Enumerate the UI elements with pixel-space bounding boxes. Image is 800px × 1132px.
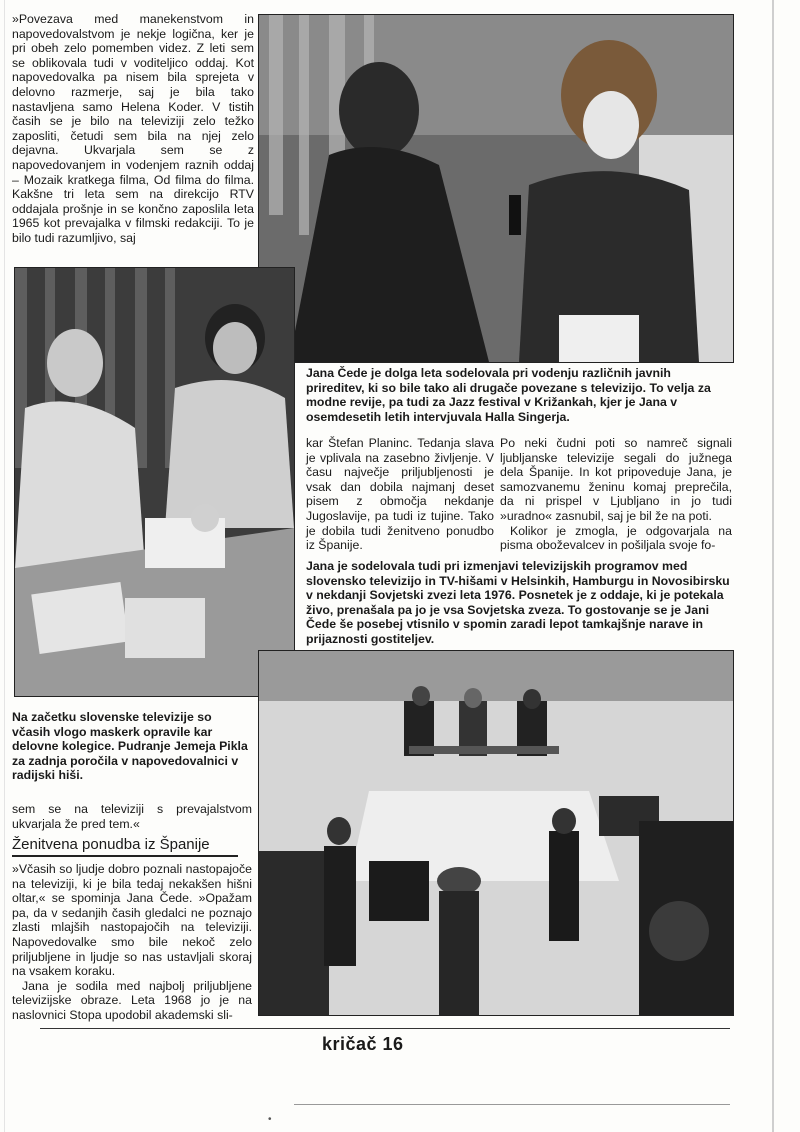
page-edge	[772, 0, 774, 1132]
photo-tv-studio	[258, 650, 734, 1016]
paragraph-intro: »Povezava med manekenstvom in napovedovalstvom je nekje logična, ker je pri obeh zelo pomemben videz. Z leti sem se oblikovala tudi v voditeljico oddaj. Kot napovedovalka pa nisem bila sprejeta v delovno razmerje, saj je bila tako nastavljena samo Helena Koder. V tistih časih se je bilo na televiziji zelo težko zaposliti, četudi sem bila na njej zelo dejavna. Ukvarjala sem se z napovedovanjem in vodenjem raznih oddaj – Mozaik kratkega filma, Od filma do filma. Kakšne tri leta sem na direkcijo RTV oddajala prošnje in se končno zaposlila leta 1965 kot prevajalka v filmski redakciji. To je bilo tudi razumljivo, saj	[12, 12, 254, 245]
caption-jazz-interview-text: Jana Čede je dolga leta sodelovala pri vodenju različnih javnih prireditev, ki so bile tako ali drugače povezane s televizijo. To velja za modne revije, pa tudi za Jazz festival v Križankah, kjer je Jana v osemdesetih letih intervjuvala Halla Singerja.	[306, 366, 711, 424]
page-edge-left	[4, 0, 5, 1132]
paragraph-popularity: »Včasih so ljudje dobro poznali nastopajoče na televiziji, ki je bila tedaj nekakšen hišni oltar,« se spominja Jana Čede. »Opažam pa, da v sedanjih časih gledalci ne poznajo zlasti mlajših nastopajočih na televiziji. Napovedovalke smo bile nekoč zelo priljubljene in ljudje so nas ustavljali skoraj na vsakem koraku.	[12, 862, 252, 979]
caption-tv-exchange	[306, 559, 732, 647]
photo-makeup	[14, 267, 295, 697]
footer-rule-bottom	[294, 1104, 730, 1105]
paragraph-stop-cover: Jana je sodila med najbolj priljubljene televizijske obraze. Leta 1968 jo je na naslovnici Stopa upodobil akademski sli-	[12, 978, 252, 1022]
article-column-left-continue	[12, 802, 252, 831]
subheading: Ženitvena ponudba iz Španije	[12, 836, 210, 853]
paragraph-spain: Po neki čudni poti so namreč signali ljubljanske televizije segali do južnega dela Španije. In kot pripoveduje Jana, je samozvanemu ženinu komaj preprečila, da ni prispel v Ljubljano in jo tudi »uradno« zasnubil, saj je bil že na poti.	[500, 436, 732, 523]
paragraph-letters: Kolikor je zmogla, je odgovarjala na pisma oboževalcev in pošiljala svoje fo-	[500, 523, 732, 553]
caption-tv-exchange-text: Jana je sodelovala tudi pri izmenjavi televizijskih programov med slovensko televizijo in TV-hišami v Helsinkih, Hamburgu in Novosibirsku v nekdanji Sovjetski zvezi leta 1976. Posnetek je z oddaje, ki je potekala živo, prenašala pa jo je vsa Sovjetska zveza. To gostovanje se je Jani Čede še posebej vtisnilo v spomin zaradi lepot tamkajšnje narave in prijaznosti gostiteljev.	[306, 559, 730, 646]
photo-jazz-interview-image	[259, 15, 733, 362]
scan-mark: •	[268, 1114, 272, 1125]
photo-makeup-image	[15, 268, 294, 696]
page-footer: kričač 16	[322, 1034, 404, 1054]
footer-rule	[40, 1028, 730, 1029]
paragraph-continue: sem se na televiziji s prevajalstvom ukvarjala že pred tem.«	[12, 802, 252, 831]
subheading-rule	[12, 855, 238, 857]
photo-tv-studio-image	[259, 651, 733, 1015]
article-column-mid-b	[500, 436, 732, 553]
caption-makeup-text: Na začetku slovenske televizije so včasih vlogo maskerk opravile kar delovne kolegice. Pudranje Jemeja Pikla za zadnja poročila v napovedovalnici v radijski hiši.	[12, 710, 248, 783]
caption-makeup	[12, 710, 250, 783]
caption-jazz-interview	[306, 366, 732, 424]
photo-jazz-interview	[258, 14, 734, 363]
paragraph-planinc: kar Štefan Planinc. Tedanja slava je vplivala na zasebno življenje. V času največje priljubljenosti je vsak dan dobila najmanj deset pisem z območja nekdanje Jugoslavije, pa tudi iz tujine. Tako je dobila tudi ženitveno ponudbo iz Španije.	[306, 436, 494, 553]
article-column-mid-a	[306, 436, 494, 553]
article-column-left-bottom	[12, 862, 252, 1023]
article-column-top-left	[12, 12, 254, 246]
